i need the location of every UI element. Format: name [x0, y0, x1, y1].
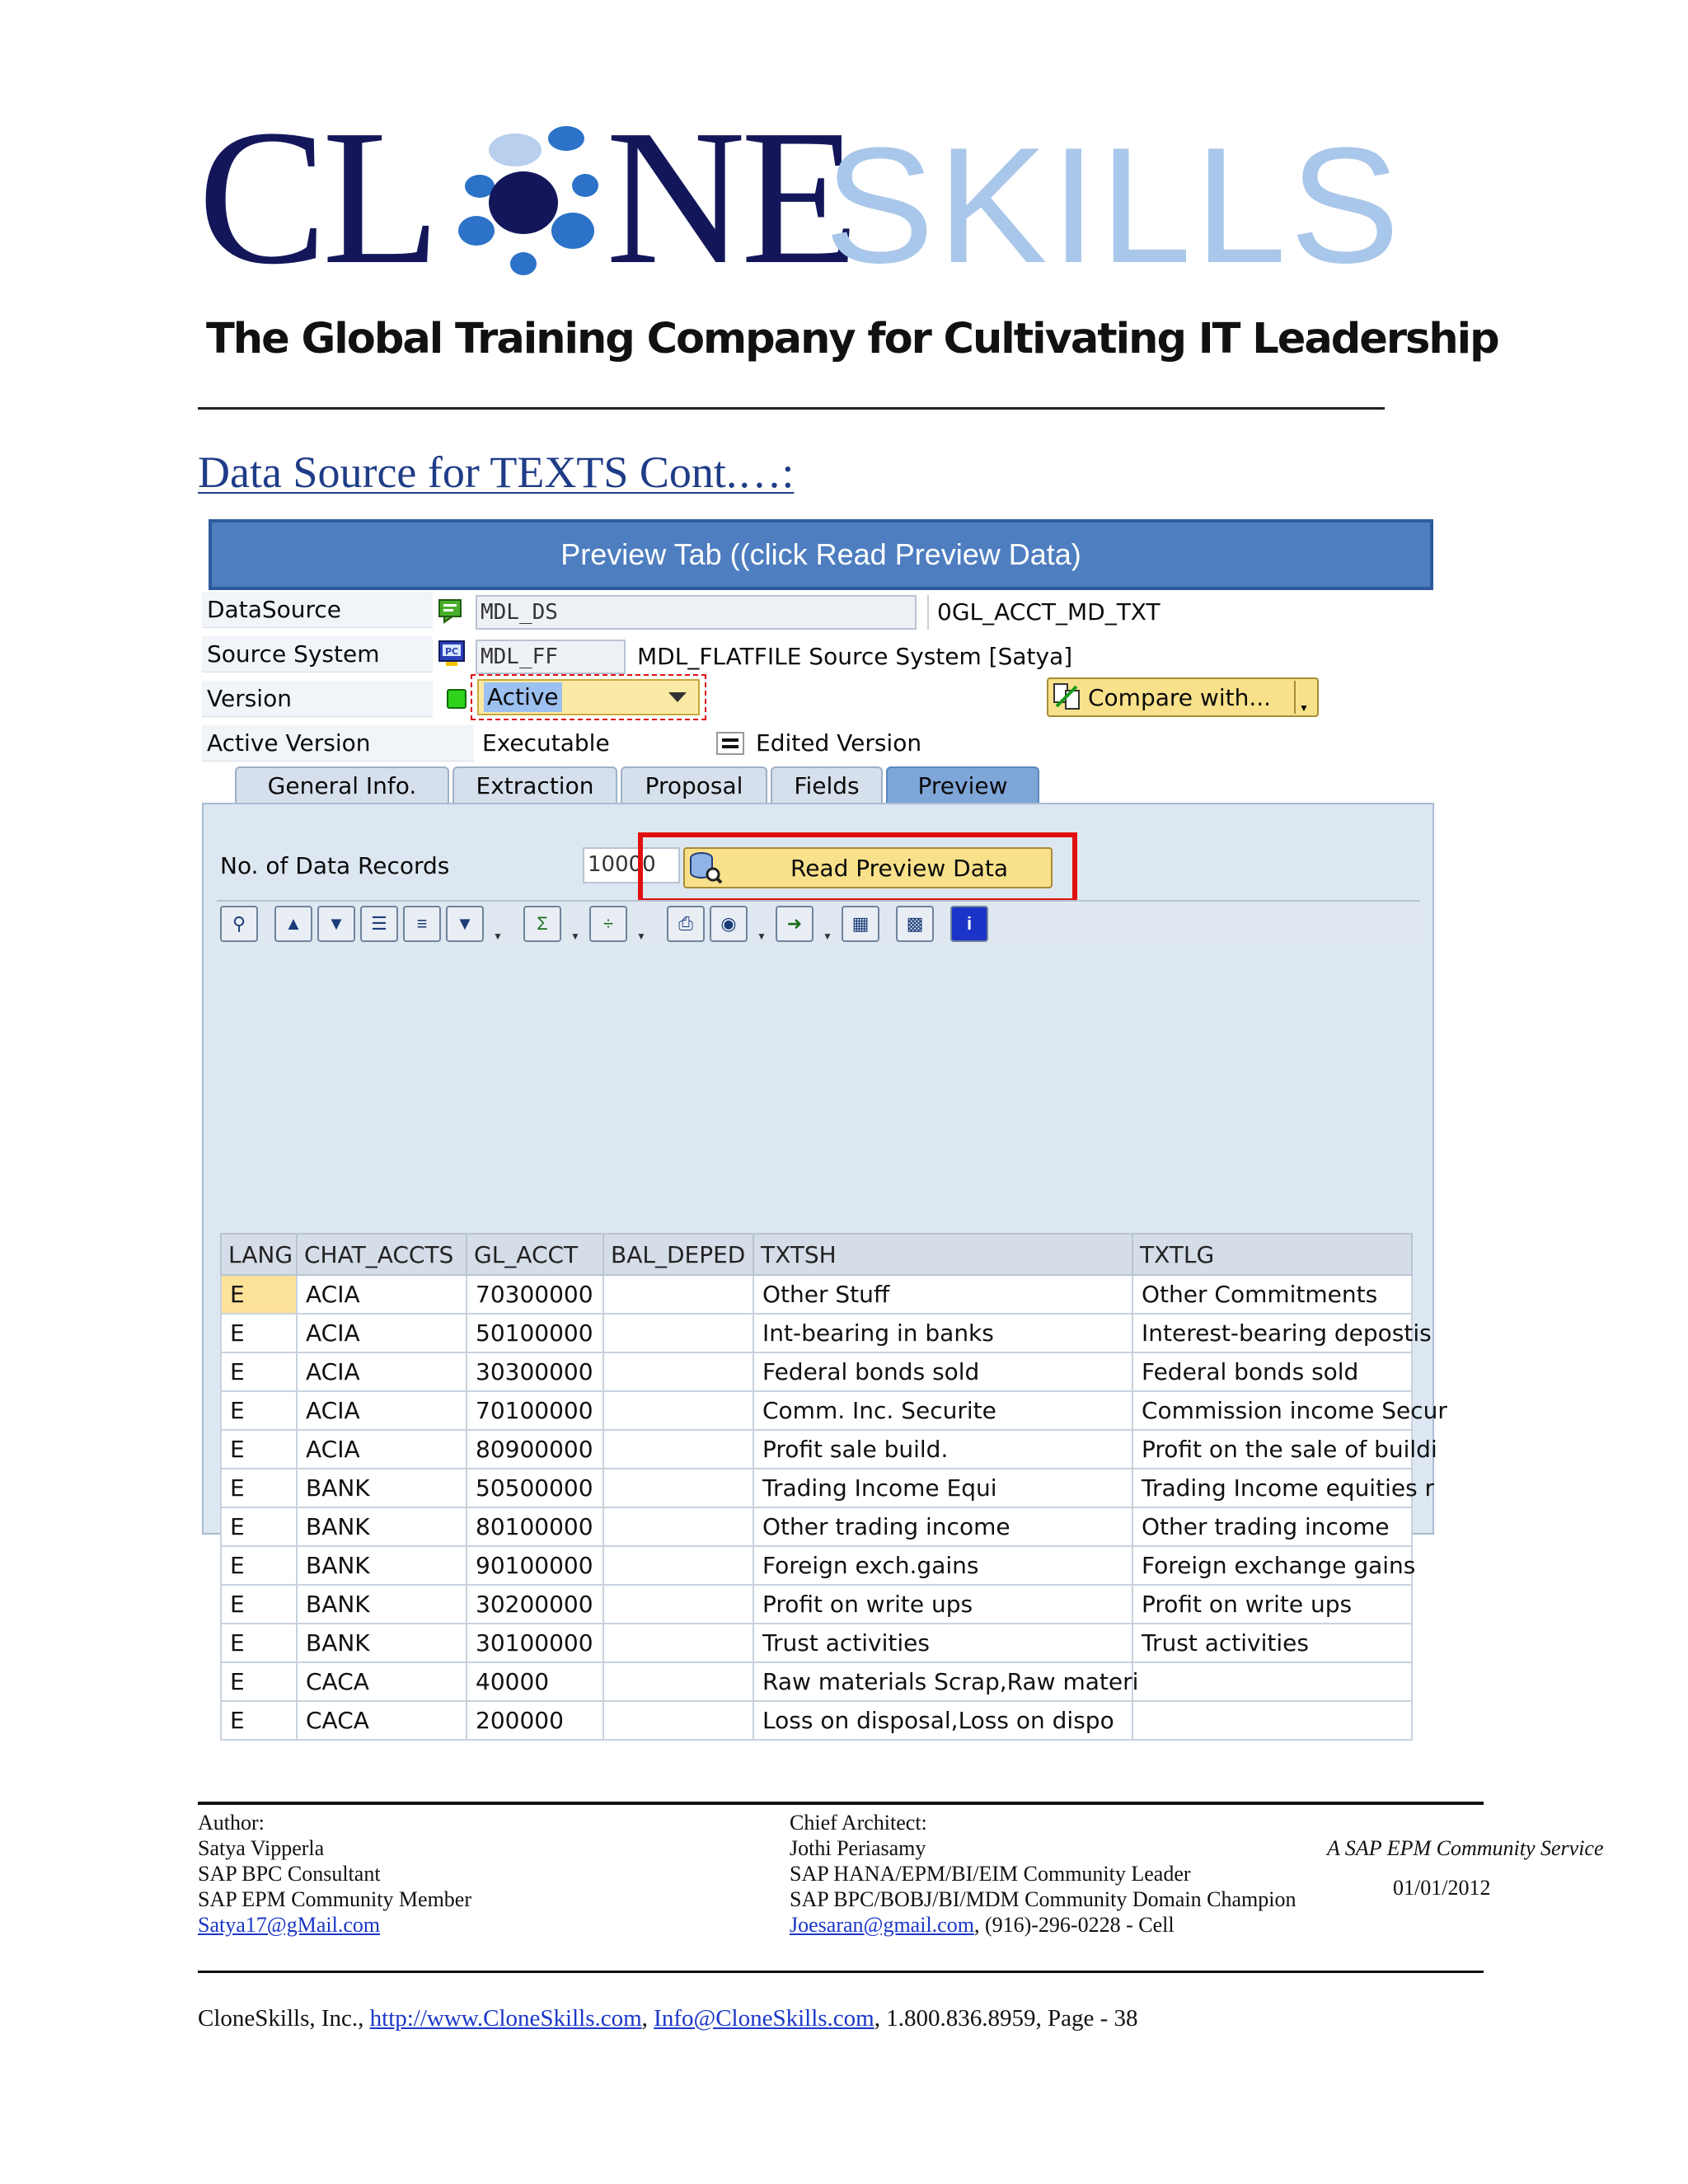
- cell-lang[interactable]: E: [221, 1314, 297, 1352]
- tab-extraction-label: Extraction: [476, 771, 594, 799]
- source-system-field[interactable]: MDL_FF: [476, 640, 626, 674]
- preview-data-grid: [220, 1233, 1447, 1741]
- cell-chat-accts[interactable]: ACIA: [297, 1391, 467, 1430]
- company-footer-line: [198, 2006, 1138, 2032]
- cell-txtlg[interactable]: Commission income Secur: [1132, 1391, 1412, 1430]
- compare-dropdown-arrow[interactable]: ▼: [1294, 681, 1312, 714]
- cell-bal-deped[interactable]: [603, 1624, 753, 1662]
- author-block: [198, 1810, 471, 1938]
- cell-gl-acct[interactable]: 70100000: [467, 1391, 603, 1430]
- column-header-bal-deped[interactable]: BAL_DEPED: [603, 1234, 753, 1275]
- community-service-note: A SAP EPM Community Service: [1327, 1836, 1604, 1860]
- cell-txtsh[interactable]: Raw materials Scrap,Raw materi: [753, 1662, 1132, 1701]
- tab-preview-label: Preview: [917, 771, 1008, 799]
- section-title: Data Source for TEXTS Cont.…:: [198, 448, 795, 497]
- cell-txtsh[interactable]: Federal bonds sold: [753, 1352, 1132, 1391]
- cell-chat-accts[interactable]: BANK: [297, 1546, 467, 1585]
- table-row[interactable]: [221, 1314, 1412, 1352]
- architect-label: Chief Architect:: [790, 1811, 927, 1835]
- sum-menu-icon[interactable]: ▼: [570, 930, 580, 942]
- website-link[interactable]: http://www.CloneSkills.com: [369, 2005, 642, 2032]
- document-date: 01/01/2012: [1393, 1876, 1491, 1900]
- cell-bal-deped[interactable]: [603, 1585, 753, 1624]
- cell-txtsh[interactable]: Other Stuff: [753, 1275, 1132, 1314]
- cell-lang[interactable]: E: [221, 1701, 297, 1740]
- table-row[interactable]: [221, 1430, 1412, 1469]
- cell-chat-accts[interactable]: BANK: [297, 1585, 467, 1624]
- datasource-field[interactable]: MDL_DS: [476, 595, 917, 630]
- records-label: No. of Data Records: [220, 852, 450, 879]
- cell-lang[interactable]: E: [221, 1352, 297, 1391]
- cell-gl-acct[interactable]: 90100000: [467, 1546, 603, 1585]
- table-row[interactable]: [221, 1507, 1412, 1546]
- preview-panel: [202, 803, 1447, 1734]
- cell-txtlg[interactable]: Other trading income: [1132, 1507, 1412, 1546]
- cell-gl-acct[interactable]: 200000: [467, 1701, 603, 1740]
- footer-divider-top: [198, 1802, 1484, 1805]
- tab-proposal[interactable]: [621, 766, 767, 803]
- cell-lang[interactable]: E: [221, 1391, 297, 1430]
- cell-chat-accts[interactable]: BANK: [297, 1469, 467, 1507]
- cell-txtsh[interactable]: Trust activities: [753, 1624, 1132, 1662]
- layout-grid-icon[interactable]: ▦: [842, 906, 879, 942]
- version-selected-value: Active: [484, 682, 562, 712]
- source-system-icon: [438, 640, 467, 668]
- cell-bal-deped[interactable]: [603, 1546, 753, 1585]
- cell-bal-deped[interactable]: [603, 1391, 753, 1430]
- cell-lang[interactable]: E: [221, 1546, 297, 1585]
- table-row[interactable]: [221, 1275, 1412, 1314]
- cell-bal-deped[interactable]: [603, 1430, 753, 1469]
- cell-bal-deped[interactable]: [603, 1662, 753, 1701]
- cell-chat-accts[interactable]: ACIA: [297, 1430, 467, 1469]
- cell-txtlg[interactable]: Trading Income equities r: [1132, 1469, 1412, 1507]
- cell-gl-acct[interactable]: 40000: [467, 1662, 603, 1701]
- column-header-gl-acct[interactable]: GL_ACCT: [467, 1234, 603, 1275]
- alv-toolbar: [217, 900, 1420, 946]
- sort-descending-icon[interactable]: ▼: [317, 906, 355, 942]
- cell-gl-acct[interactable]: 30300000: [467, 1352, 603, 1391]
- datasource-icon: [438, 597, 466, 623]
- tab-preview[interactable]: [886, 766, 1039, 803]
- print-preview-icon[interactable]: ⎙: [667, 906, 705, 942]
- table-row[interactable]: [221, 1585, 1412, 1624]
- read-preview-data-button[interactable]: [683, 847, 1053, 888]
- architect-phone: , (916)-296-0228 - Cell: [973, 1913, 1175, 1937]
- cell-bal-deped[interactable]: [603, 1507, 753, 1546]
- cell-chat-accts[interactable]: BANK: [297, 1507, 467, 1546]
- cell-chat-accts[interactable]: CACA: [297, 1701, 467, 1740]
- cell-lang[interactable]: E: [221, 1585, 297, 1624]
- cell-lang[interactable]: E: [221, 1624, 297, 1662]
- cell-gl-acct[interactable]: 50500000: [467, 1469, 603, 1507]
- cell-txtlg[interactable]: Trust activities: [1132, 1624, 1412, 1662]
- cell-txtlg[interactable]: Other Commitments: [1132, 1275, 1412, 1314]
- filter-menu-icon[interactable]: ▼: [493, 930, 503, 942]
- cell-txtlg[interactable]: Profit on write ups: [1132, 1585, 1412, 1624]
- cell-txtsh[interactable]: Foreign exch.gains: [753, 1546, 1132, 1585]
- author-email-link[interactable]: Satya17@gMail.com: [198, 1913, 381, 1937]
- table-row[interactable]: [221, 1352, 1412, 1391]
- cell-lang[interactable]: E: [221, 1275, 297, 1314]
- cell-gl-acct[interactable]: 30100000: [467, 1624, 603, 1662]
- cell-chat-accts[interactable]: ACIA: [297, 1275, 467, 1314]
- cell-gl-acct[interactable]: 80900000: [467, 1430, 603, 1469]
- author-label: Author:: [198, 1811, 265, 1835]
- cell-txtlg[interactable]: Federal bonds sold: [1132, 1352, 1412, 1391]
- cell-chat-accts[interactable]: BANK: [297, 1624, 467, 1662]
- subtotal-menu-icon[interactable]: ▼: [636, 930, 646, 942]
- tab-fields-label: Fields: [794, 771, 860, 799]
- tab-proposal-label: Proposal: [645, 771, 743, 799]
- author-role-2: SAP EPM Community Member: [198, 1887, 472, 1911]
- cell-gl-acct[interactable]: 50100000: [467, 1314, 603, 1352]
- logo-dots-icon: [458, 126, 598, 275]
- tagline: The Global Training Company for Cultivating IT Leadership: [206, 315, 1498, 363]
- cell-chat-accts[interactable]: ACIA: [297, 1352, 467, 1391]
- author-name: Satya Vipperla: [198, 1836, 325, 1860]
- footer-separator: ,: [641, 2005, 648, 2032]
- cell-txtsh[interactable]: Comm. Inc. Securite: [753, 1391, 1132, 1430]
- column-header-txtlg[interactable]: TXTLG: [1132, 1234, 1412, 1275]
- column-header-chat-accts[interactable]: CHAT_ACCTS: [297, 1234, 467, 1275]
- cell-gl-acct[interactable]: 70300000: [467, 1275, 603, 1314]
- cell-txtlg[interactable]: [1132, 1662, 1412, 1701]
- datasource-label: DataSource: [202, 592, 433, 628]
- datasource-technical-name: 0GL_ACCT_MD_TXT: [927, 595, 1438, 630]
- tab-fields[interactable]: [771, 766, 883, 803]
- info-icon[interactable]: i: [950, 906, 988, 942]
- active-version-label: Active Version: [202, 725, 474, 762]
- cell-txtsh[interactable]: Loss on disposal,Loss on dispo: [753, 1701, 1132, 1740]
- chevron-down-icon[interactable]: [668, 692, 687, 702]
- views-icon[interactable]: ◉: [710, 906, 748, 942]
- table-row[interactable]: [221, 1701, 1412, 1740]
- cloneskills-logo: [198, 90, 1404, 304]
- cell-bal-deped[interactable]: [603, 1469, 753, 1507]
- export-icon[interactable]: ➜: [776, 906, 814, 942]
- logo-text-skills: SKILLS: [824, 114, 1404, 298]
- cell-gl-acct[interactable]: 30200000: [467, 1585, 603, 1624]
- graphic-icon[interactable]: ▩: [896, 906, 934, 942]
- equals-icon: [716, 732, 744, 755]
- active-version-value: Executable: [482, 729, 610, 757]
- sap-datasource-screenshot: [202, 519, 1449, 1734]
- architect-email-link[interactable]: Joesaran@gmail.com: [790, 1913, 974, 1937]
- version-dropdown[interactable]: [477, 679, 700, 715]
- compare-with-button[interactable]: [1047, 677, 1319, 717]
- cell-chat-accts[interactable]: ACIA: [297, 1314, 467, 1352]
- cell-txtsh[interactable]: Profit sale build.: [753, 1430, 1132, 1469]
- edited-version-label: Edited Version: [756, 729, 922, 757]
- grid-header-row: [221, 1234, 1412, 1275]
- source-system-label: Source System: [202, 636, 433, 673]
- cell-txtlg[interactable]: Foreign exchange gains: [1132, 1546, 1412, 1585]
- records-input[interactable]: 10000: [583, 847, 680, 883]
- header-divider: [198, 407, 1385, 410]
- architect-role-1: SAP HANA/EPM/BI/EIM Community Leader: [790, 1862, 1191, 1886]
- preview-tab-banner: Preview Tab ((click Read Preview Data): [209, 519, 1433, 590]
- export-menu-icon[interactable]: ▼: [823, 930, 832, 942]
- table-row[interactable]: [221, 1391, 1412, 1430]
- filter-icon[interactable]: ▼: [446, 906, 484, 942]
- phone-and-page: , 1.800.836.8959, Page - 38: [874, 2005, 1138, 2032]
- tab-general-info-label: General Info.: [267, 771, 417, 799]
- table-row[interactable]: [221, 1546, 1412, 1585]
- table-row[interactable]: [221, 1662, 1412, 1701]
- sort-ascending-icon[interactable]: ▲: [274, 906, 312, 942]
- cell-txtsh[interactable]: Trading Income Equi: [753, 1469, 1132, 1507]
- details-icon[interactable]: ⚲: [220, 906, 258, 942]
- company-name: CloneSkills, Inc.,: [198, 2005, 364, 2032]
- version-status-icon: [447, 689, 467, 709]
- find-next-icon[interactable]: ≡: [403, 906, 441, 942]
- cell-lang[interactable]: E: [221, 1507, 297, 1546]
- cell-bal-deped[interactable]: [603, 1352, 753, 1391]
- column-header-lang[interactable]: LANG: [221, 1234, 297, 1275]
- logo-text-ne: NE: [606, 90, 855, 304]
- cell-lang[interactable]: E: [221, 1469, 297, 1507]
- cell-txtlg[interactable]: Interest-bearing depostis: [1132, 1314, 1412, 1352]
- footer-divider-bottom: [198, 1971, 1484, 1973]
- architect-block: [790, 1810, 1296, 1938]
- cell-txtsh[interactable]: Int-bearing in banks: [753, 1314, 1132, 1352]
- logo-text-cl: CL: [198, 90, 436, 304]
- compare-icon: [1052, 682, 1085, 713]
- cell-txtsh[interactable]: Profit on write ups: [753, 1585, 1132, 1624]
- author-role-1: SAP BPC Consultant: [198, 1862, 381, 1886]
- cell-bal-deped[interactable]: [603, 1314, 753, 1352]
- tab-extraction[interactable]: [452, 766, 617, 803]
- cell-txtlg[interactable]: [1132, 1701, 1412, 1740]
- architect-role-2: SAP BPC/BOBJ/BI/MDM Community Domain Champion: [790, 1887, 1296, 1911]
- views-menu-icon[interactable]: ▼: [757, 930, 767, 942]
- architect-name: Jothi Periasamy: [790, 1836, 926, 1860]
- cell-bal-deped[interactable]: [603, 1701, 753, 1740]
- svg-text:PC: PC: [445, 646, 459, 657]
- source-system-description: MDL_FLATFILE Source System [Satya]: [637, 643, 1073, 670]
- cell-bal-deped[interactable]: [603, 1275, 753, 1314]
- cell-lang[interactable]: E: [221, 1662, 297, 1701]
- table-row[interactable]: [221, 1624, 1412, 1662]
- version-label: Version: [202, 681, 433, 717]
- compare-with-label: Compare with...: [1088, 683, 1272, 711]
- read-preview-data-label: Read Preview Data: [790, 855, 1009, 882]
- subtotal-icon[interactable]: ÷: [589, 906, 627, 942]
- table-row[interactable]: [221, 1469, 1412, 1507]
- database-read-icon: [688, 851, 723, 884]
- cell-lang[interactable]: E: [221, 1430, 297, 1469]
- cell-gl-acct[interactable]: 80100000: [467, 1507, 603, 1546]
- cell-txtsh[interactable]: Other trading income: [753, 1507, 1132, 1546]
- find-icon[interactable]: ☰: [360, 906, 398, 942]
- tab-general-info[interactable]: [235, 766, 449, 803]
- column-header-txtsh[interactable]: TXTSH: [753, 1234, 1132, 1275]
- cell-chat-accts[interactable]: CACA: [297, 1662, 467, 1701]
- cell-txtlg[interactable]: Profit on the sale of buildi: [1132, 1430, 1412, 1469]
- info-email-link[interactable]: Info@CloneSkills.com: [654, 2005, 874, 2032]
- sum-icon[interactable]: Σ: [523, 906, 561, 942]
